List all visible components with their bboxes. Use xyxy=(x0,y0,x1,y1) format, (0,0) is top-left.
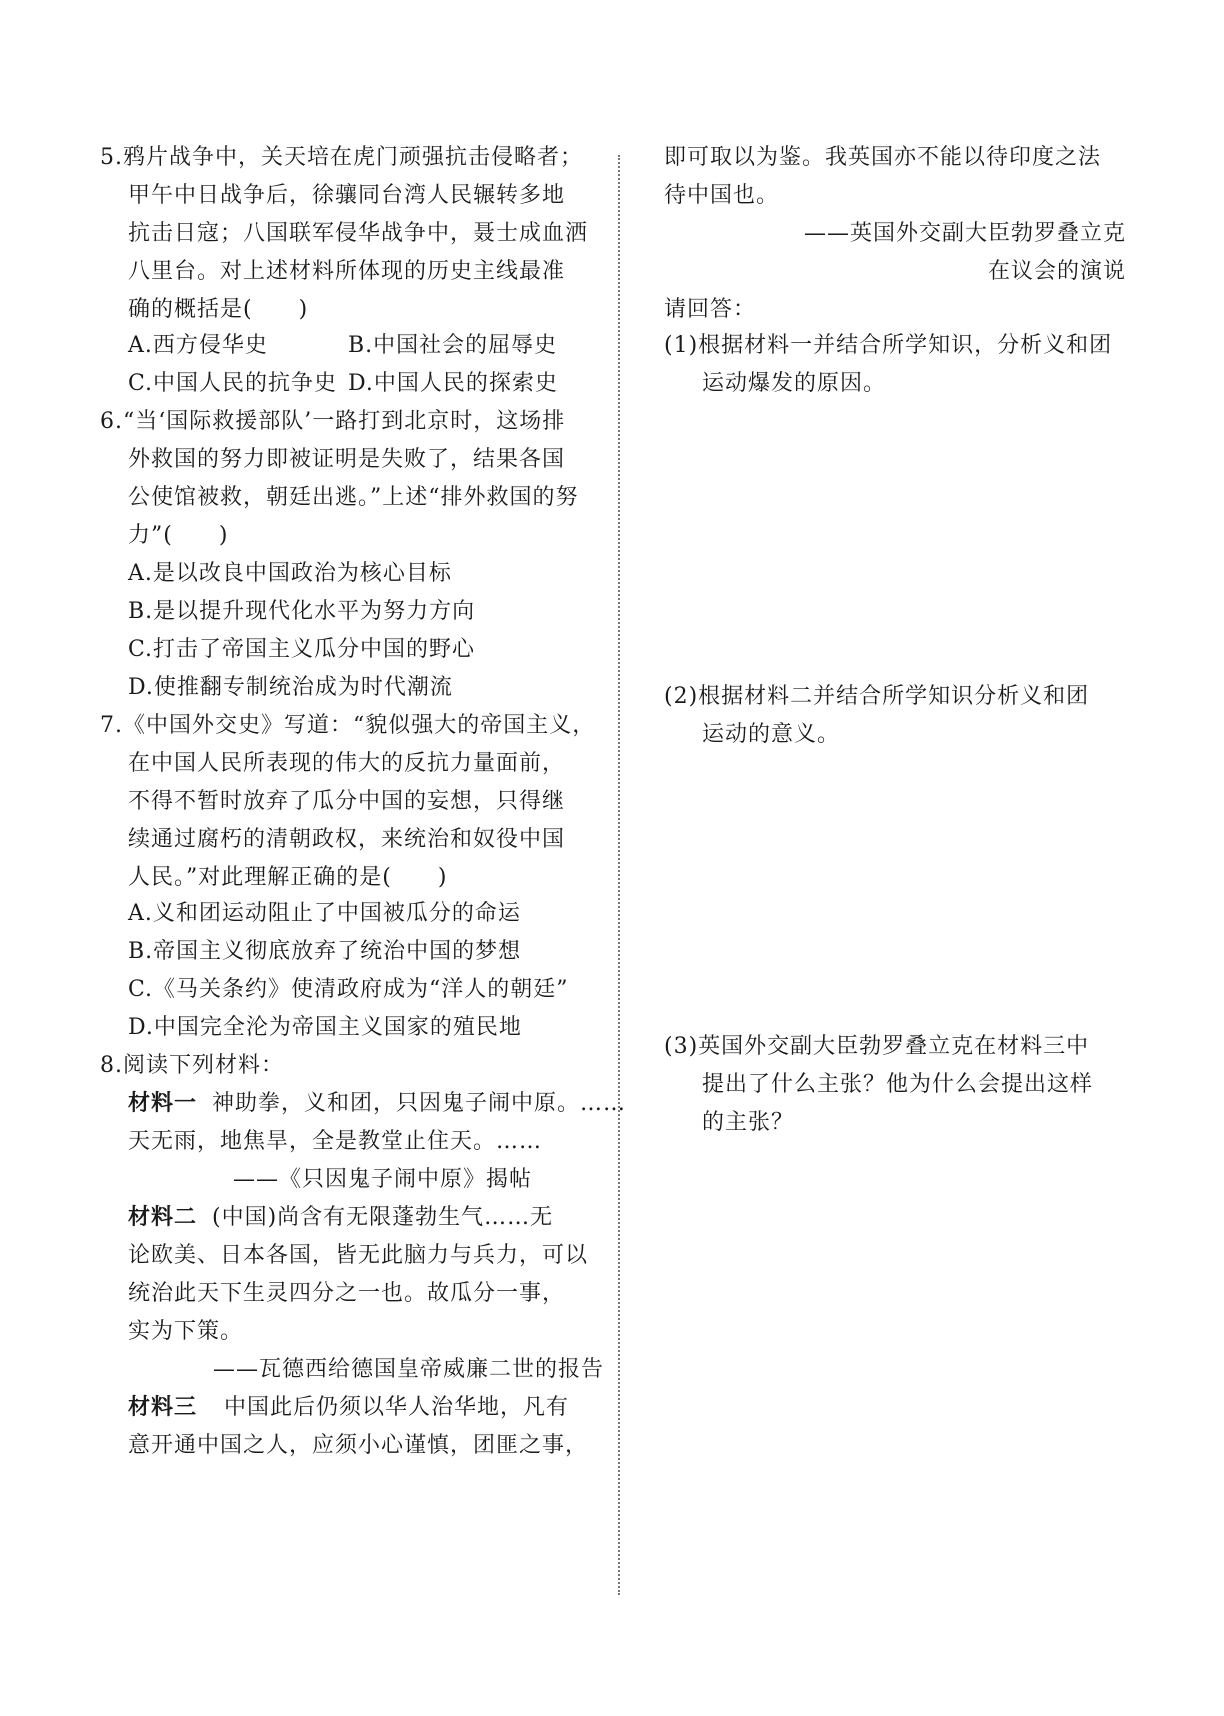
material-1-source: ——《只因鬼子闹中原》揭帖 xyxy=(232,1167,532,1192)
material-2-line-1: (中国)尚含有无限蓬勃生气……无 xyxy=(212,1205,554,1230)
sub-question-3-line-2: 提出了什么主张？他为什么会提出这样 xyxy=(702,1072,1094,1097)
material-3-source-1: ——英国外交副大臣勃罗叠立克 xyxy=(803,221,1126,246)
material-3-cont-line-1: 即可取以为鉴。我英国亦不能以待印度之法 xyxy=(664,145,1102,170)
material-2-line-2: 论欧美、日本各国，皆无此脑力与兵力，可以 xyxy=(128,1243,589,1268)
material-3-cont-line-2: 待中国也。 xyxy=(664,183,780,208)
q6-line-1: 6.“当‘国际救援部队’一路打到北京时，这场排 xyxy=(100,409,566,434)
q7-option-b: B.帝国主义彻底放弃了统治中国的梦想 xyxy=(128,939,522,964)
sub-question-1-line-2: 运动爆发的原因。 xyxy=(702,371,887,396)
q7-line-2: 在中国人民所表现的伟大的反抗力量面前， xyxy=(128,751,566,776)
q5-line-2: 甲午中日战争后，徐骧同台湾人民辗转多地 xyxy=(128,183,566,208)
q8-intro: 8.阅读下列材料： xyxy=(100,1053,284,1078)
q5-option-b: B.中国社会的屈辱史 xyxy=(348,333,558,358)
material-1-label: 材料一 xyxy=(128,1091,198,1116)
answer-prompt: 请回答： xyxy=(664,297,757,322)
q7-line-4: 续通过腐朽的清朝政权，来统治和奴役中国 xyxy=(128,827,566,852)
material-2-line-3: 统治此天下生灵四分之一也。故瓜分一事， xyxy=(128,1281,566,1306)
q6-line-3: 公使馆被救，朝廷出逃。”上述“排外救国的努 xyxy=(128,485,579,510)
sub-question-2-line-2: 运动的意义。 xyxy=(702,722,841,747)
q5-line-3: 抗击日寇；八国联军侵华战争中，聂士成血洒 xyxy=(128,221,589,246)
q7-option-a: A.义和团运动阻止了中国被瓜分的命运 xyxy=(128,901,521,926)
q7-option-c: C.《马关条约》使清政府成为“洋人的朝廷” xyxy=(128,977,569,1002)
sub-question-1-line-1: (1)根据材料一并结合所学知识，分析义和团 xyxy=(664,333,1113,358)
material-1-line-2: 天无雨，地焦旱，全是教堂止住天。…… xyxy=(128,1129,543,1154)
q5-option-a: A.西方侵华史 xyxy=(128,333,268,358)
sub-question-3-line-3: 的主张？ xyxy=(702,1110,795,1135)
sub-question-2-line-1: (2)根据材料二并结合所学知识分析义和团 xyxy=(664,684,1090,709)
material-3-line-2: 意开通中国之人，应须小心谨慎，团匪之事， xyxy=(128,1433,589,1458)
column-divider xyxy=(618,155,620,1595)
sub-question-3-line-1: (3)英国外交副大臣勃罗叠立克在材料三中 xyxy=(664,1034,1090,1059)
q7-line-3: 不得不暂时放弃了瓜分中国的妄想，只得继 xyxy=(128,789,566,814)
q7-option-d: D.中国完全沦为帝国主义国家的殖民地 xyxy=(128,1015,522,1040)
q6-option-b: B.是以提升现代化水平为努力方向 xyxy=(128,599,476,624)
q5-line-5: 确的概括是( ) xyxy=(128,297,309,322)
material-3-line-1: 中国此后仍须以华人治华地，凡有 xyxy=(224,1395,570,1420)
q5-line-4: 八里台。对上述材料所体现的历史主线最准 xyxy=(128,259,566,284)
q5-line-1: 5.鸦片战争中，关天培在虎门顽强抗击侵略者； xyxy=(100,145,583,170)
q6-option-d: D.使推翻专制统治成为时代潮流 xyxy=(128,675,453,700)
q6-option-a: A.是以改良中国政治为核心目标 xyxy=(128,561,452,586)
material-3-label: 材料三 xyxy=(128,1395,198,1420)
q6-option-c: C.打击了帝国主义瓜分中国的野心 xyxy=(128,637,476,662)
q7-line-1: 7.《中国外交史》写道：“貌似强大的帝国主义， xyxy=(100,713,596,738)
material-2-line-4: 实为下策。 xyxy=(128,1319,244,1344)
q6-line-2: 外救国的努力即被证明是失败了，结果各国 xyxy=(128,447,566,472)
q5-option-d: D.中国人民的探索史 xyxy=(348,371,558,396)
material-2-label: 材料二 xyxy=(128,1205,198,1230)
material-3-source-2: 在议会的演说 xyxy=(987,259,1126,284)
q6-line-4: 力”( ) xyxy=(128,523,229,548)
material-1-line-1: 神助拳，义和团，只因鬼子闹中原。…… xyxy=(212,1091,627,1116)
material-2-source: ——瓦德西给德国皇帝威廉二世的报告 xyxy=(212,1357,604,1382)
q7-line-5: 人民。”对此理解正确的是( ) xyxy=(128,865,448,890)
q5-option-c: C.中国人民的抗争史 xyxy=(128,371,338,396)
